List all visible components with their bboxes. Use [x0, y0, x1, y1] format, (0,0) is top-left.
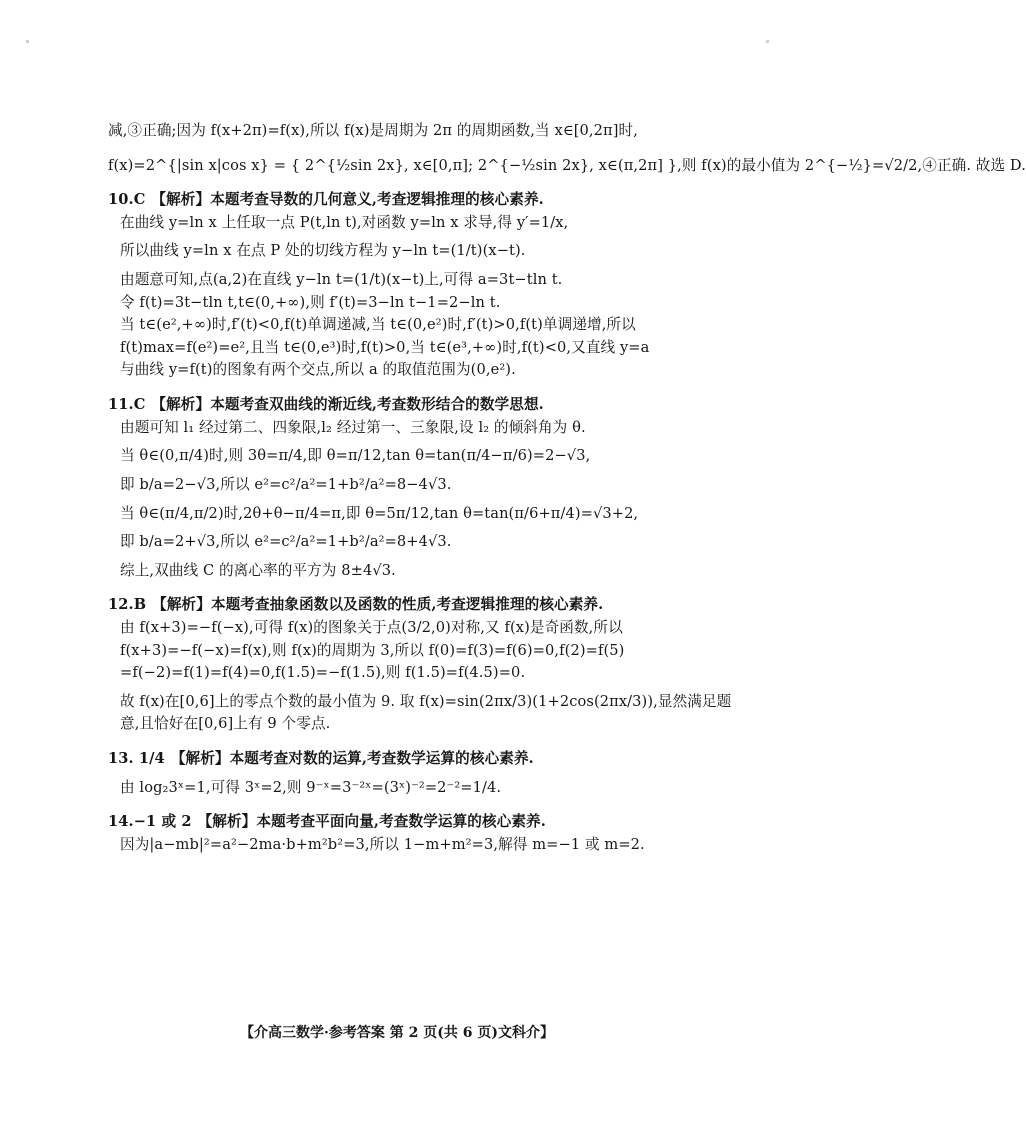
answer-number: 13. 1/4	[108, 750, 165, 768]
question-13	[108, 748, 648, 799]
text-line: 当 θ∈(0,π/4)时,则 3θ=π/4,即 θ=π/12,tan θ=tan(π/4−π/6)=2−√3,	[120, 447, 591, 465]
page-footer: 【介高三数学·参考答案 第 2 页(共 6 页)文科介】	[240, 1025, 554, 1041]
text-line: 当 t∈(e²,+∞)时,f′(t)<0,f(t)单调递减,当 t∈(0,e²)时,f′(t)>0,f(t)单调递增,所以	[120, 316, 636, 334]
analysis-intro: 本题考查对数的运算,考查数学运算的核心素养.	[229, 750, 534, 768]
page-content	[108, 120, 1026, 856]
text-line: 即 b/a=2+√3,所以 e²=c²/a²=1+b²/a²=8+4√3.	[120, 533, 452, 551]
text-line: 因为|a−mb|²=a²−2ma·b+m²b²=3,所以 1−m+m²=3,解得 m=−1 或 m=2.	[120, 835, 645, 853]
text-line: 故 f(x)在[0,6]上的零点个数的最小值为 9. 取 f(x)=sin(2πx/3)(1+2cos(2πx/3)),显然满足题	[120, 692, 732, 710]
analysis-intro: 本题考查导数的几何意义,考查逻辑推理的核心素养.	[210, 191, 544, 209]
analysis-intro: 本题考查双曲线的渐近线,考查数形结合的数学思想.	[210, 396, 544, 414]
analysis-label: 【解析】	[151, 191, 211, 209]
answer-number: 12.B	[108, 596, 147, 614]
question-10	[108, 189, 648, 382]
text-line: 由题意可知,点(a,2)在直线 y−ln t=(1/t)(x−t)上,可得 a=3t−tln t.	[120, 271, 563, 289]
analysis-intro: 本题考查抽象函数以及函数的性质,考查逻辑推理的核心素养.	[210, 596, 604, 614]
scan-mark	[766, 40, 769, 43]
analysis-intro: 本题考查平面向量,考查数学运算的核心素养.	[256, 813, 546, 831]
text-line: 即 b/a=2−√3,所以 e²=c²/a²=1+b²/a²=8−4√3.	[120, 475, 452, 493]
analysis-label: 【解析】	[170, 750, 230, 768]
text-line: 意,且恰好在[0,6]上有 9 个零点.	[120, 715, 331, 733]
text-line: 在曲线 y=ln x 上任取一点 P(t,ln t),对函数 y=ln x 求导,得 y′=1/x,	[120, 213, 569, 231]
question-11	[108, 394, 648, 582]
text-line: 由 log₂3ˣ=1,可得 3ˣ=2,则 9⁻ˣ=3⁻²ˣ=(3ˣ)⁻²=2⁻²=1/4.	[120, 778, 502, 796]
text-line: 所以曲线 y=ln x 在点 P 处的切线方程为 y−ln t=(1/t)(x−t).	[120, 242, 526, 260]
text-line: f(x)=2^{|sin x|cos x} = { 2^{½sin 2x}, x∈[0,π]; 2^{−½sin 2x}, x∈(π,2π] },则 f(x)的最小值为 2^{−½}=√2/2,④正确. 故选 D.	[108, 156, 1026, 174]
text-line: 当 θ∈(π/4,π/2)时,2θ+θ−π/4=π,即 θ=5π/12,tan θ=tan(π/6+π/4)=√3+2,	[120, 504, 639, 522]
analysis-label: 【解析】	[152, 596, 211, 614]
text-line: f(x+3)=−f(−x)=f(x),则 f(x)的周期为 3,所以 f(0)=f(3)=f(6)=0,f(2)=f(5)	[120, 641, 625, 659]
continuation-block	[108, 120, 1026, 177]
question-12	[108, 594, 732, 736]
text-line: 由 f(x+3)=−f(−x),可得 f(x)的图象关于点(3/2,0)对称,又 f(x)是奇函数,所以	[120, 618, 623, 636]
text-line: 由题可知 l₁ 经过第二、四象限,l₂ 经过第一、三象限,设 l₂ 的倾斜角为 θ.	[120, 418, 586, 436]
analysis-label: 【解析】	[151, 396, 211, 414]
answer-number: 11.C	[108, 396, 146, 414]
answer-number: 10.C	[108, 191, 146, 209]
analysis-label: 【解析】	[197, 813, 257, 831]
answer-number: 14.−1 或 2	[108, 813, 192, 831]
text-line: 与曲线 y=f(t)的图象有两个交点,所以 a 的取值范围为(0,e²).	[120, 361, 516, 379]
text-line: 综上,双曲线 C 的离心率的平方为 8±4√3.	[120, 561, 396, 579]
text-line: 令 f(t)=3t−tln t,t∈(0,+∞),则 f′(t)=3−ln t−1=2−ln t.	[120, 293, 501, 311]
scan-mark	[26, 40, 29, 43]
text-line: 减,③正确;因为 f(x+2π)=f(x),所以 f(x)是周期为 2π 的周期函数,当 x∈[0,2π]时,	[108, 122, 638, 139]
text-line: f(t)max=f(e²)=e²,且当 t∈(0,e³)时,f(t)>0,当 t∈(e³,+∞)时,f(t)<0,又直线 y=a	[120, 338, 650, 356]
text-line: =f(−2)=f(1)=f(4)=0,f(1.5)=−f(1.5),则 f(1.5)=f(4.5)=0.	[120, 664, 526, 682]
question-14	[108, 811, 648, 856]
